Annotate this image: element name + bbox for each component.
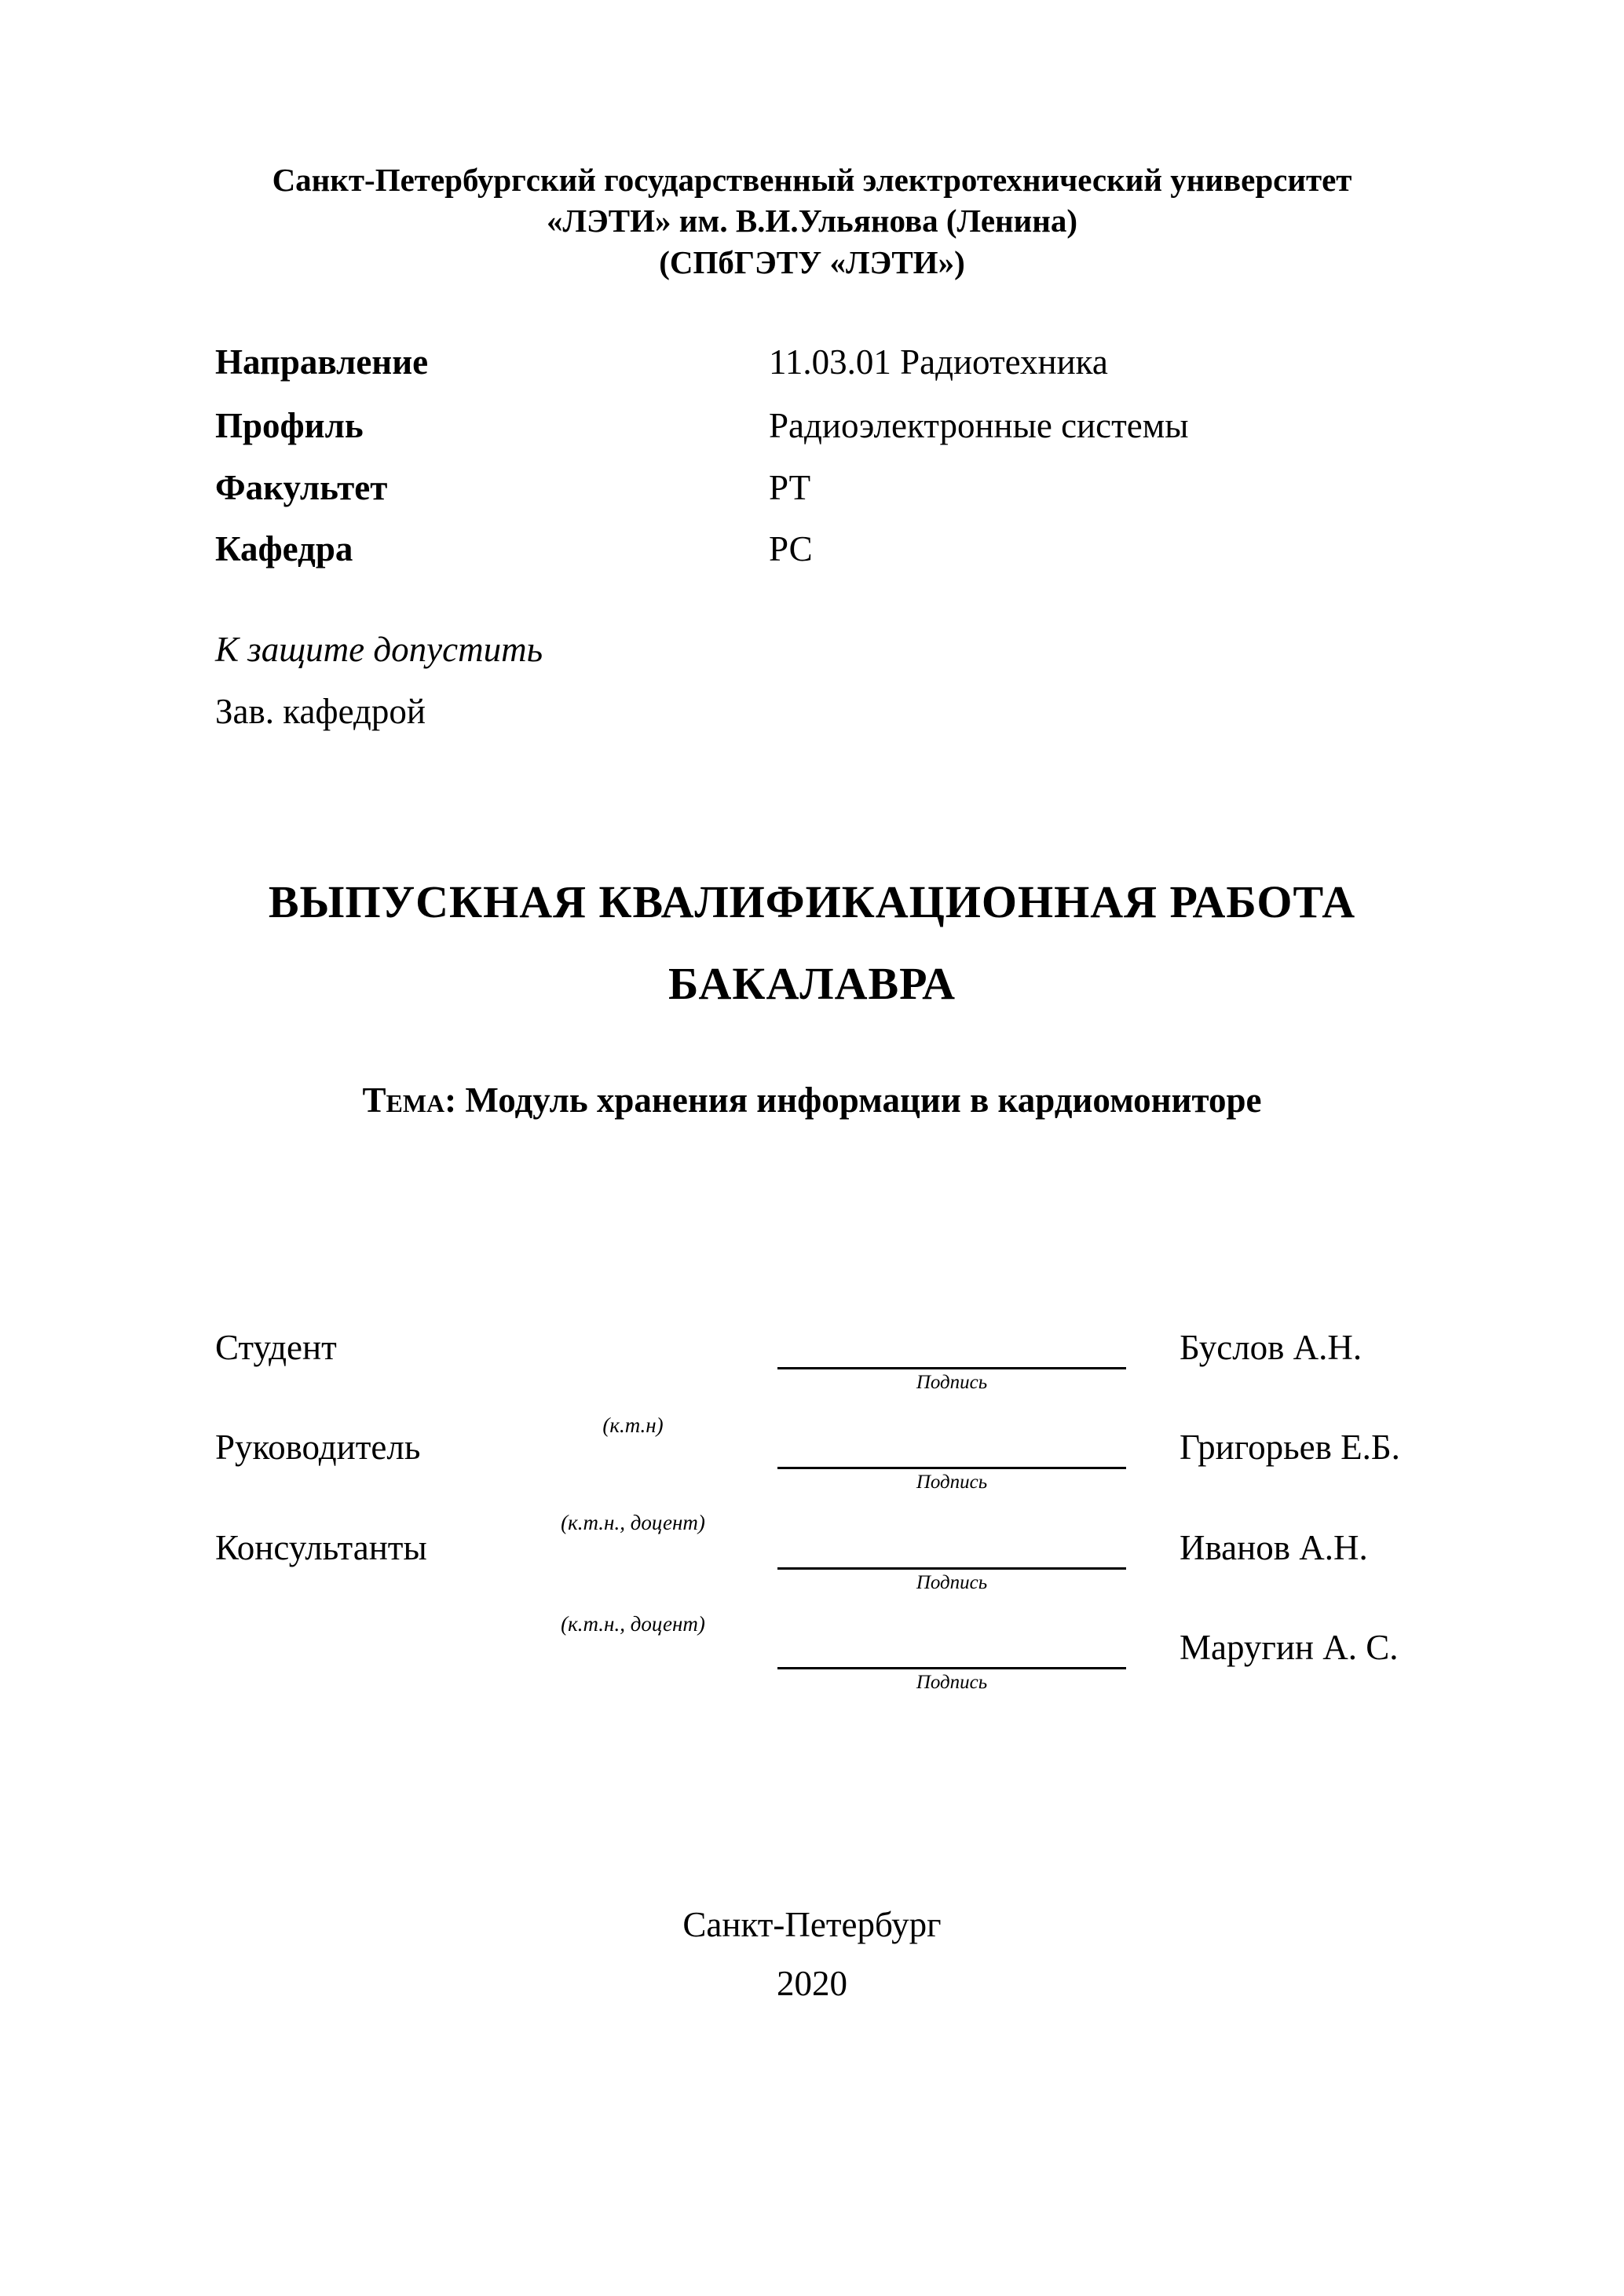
work-title-line2: БАКАЛАВРА bbox=[668, 958, 956, 1009]
university-name-short: «ЛЭТИ» им. В.И.Ульянова (Ленина) bbox=[546, 203, 1078, 239]
year: 2020 bbox=[777, 1964, 847, 2003]
signature-line bbox=[777, 1667, 1126, 1669]
head-of-department: Зав. кафедрой bbox=[215, 692, 426, 731]
degree-supervisor: (к.т.н) bbox=[602, 1413, 664, 1437]
topic-text: Модуль хранения информации в кардиомониторе bbox=[465, 1080, 1262, 1120]
name-supervisor: Григорьев Е.Б. bbox=[1180, 1428, 1400, 1467]
signature-line bbox=[777, 1467, 1126, 1469]
signature-line bbox=[777, 1567, 1126, 1570]
info-value-profile: Радиоэлектронные системы bbox=[769, 406, 1189, 445]
university-abbreviation: (СПбГЭТУ «ЛЭТИ») bbox=[659, 244, 965, 280]
info-label-department: Кафедра bbox=[215, 529, 353, 569]
university-name: Санкт-Петербургский государственный электротехнический университет bbox=[272, 162, 1352, 198]
signature-caption: Подпись bbox=[916, 1572, 988, 1593]
topic bbox=[0, 1077, 1624, 1124]
info-label-direction: Направление bbox=[215, 342, 429, 382]
signature-caption: Подпись bbox=[916, 1372, 988, 1393]
info-label-profile: Профиль bbox=[215, 406, 364, 445]
signature-caption: Подпись bbox=[916, 1472, 988, 1493]
info-value-department: РС bbox=[769, 529, 813, 569]
role-student: Студент bbox=[215, 1328, 337, 1367]
role-consultants: Консультанты bbox=[215, 1528, 427, 1567]
name-student: Буслов А.Н. bbox=[1180, 1328, 1362, 1367]
city: Санкт-Петербург bbox=[682, 1905, 942, 1944]
degree-consultant-1: (к.т.н., доцент) bbox=[561, 1511, 705, 1534]
name-consultant-1: Иванов А.Н. bbox=[1180, 1528, 1368, 1567]
role-supervisor: Руководитель bbox=[215, 1428, 421, 1467]
signature-line bbox=[777, 1367, 1126, 1369]
degree-consultant-2: (к.т.н., доцент) bbox=[561, 1612, 705, 1636]
admit-to-defense: К защите допустить bbox=[215, 630, 543, 669]
name-consultant-2: Маругин А. С. bbox=[1180, 1628, 1399, 1667]
info-value-direction: 11.03.01 Радиотехника bbox=[769, 342, 1108, 382]
topic-label: Тема: bbox=[362, 1080, 457, 1120]
info-value-faculty: РТ bbox=[769, 468, 811, 507]
signature-caption: Подпись bbox=[916, 1672, 988, 1693]
info-label-faculty: Факультет bbox=[215, 468, 388, 507]
work-title-line1: ВЫПУСКНАЯ КВАЛИФИКАЦИОННАЯ РАБОТА bbox=[268, 876, 1356, 927]
